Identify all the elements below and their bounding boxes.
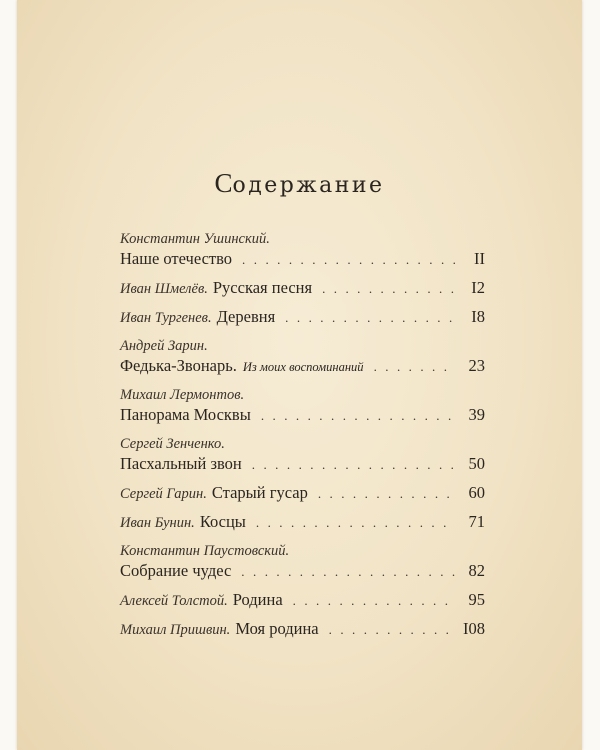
entry-author: Иван Шмелёв. bbox=[120, 281, 208, 297]
entry-author: Сергей Гарин. bbox=[120, 486, 207, 502]
entry-line bbox=[120, 512, 485, 532]
entry-subtitle: Из моих воспоминаний bbox=[242, 360, 364, 374]
toc-entry[interactable] bbox=[120, 385, 485, 425]
dot-leader bbox=[285, 308, 455, 328]
entry-page-number: 60 bbox=[468, 483, 485, 502]
entry-line bbox=[120, 619, 485, 639]
entry-title: Панорама Москвы bbox=[120, 405, 251, 424]
entry-author: Михаил Лермонтов. bbox=[120, 387, 245, 403]
entry-title: Родина bbox=[232, 590, 283, 609]
dot-leader bbox=[252, 455, 455, 475]
entry-page-number: 95 bbox=[468, 590, 485, 609]
entry-author: Андрей Зарин. bbox=[120, 338, 208, 354]
dot-leader bbox=[374, 357, 455, 377]
book-page bbox=[17, 0, 582, 750]
entry-page-number: I2 bbox=[471, 278, 485, 297]
entry-title: Федька-Звонарь. bbox=[120, 356, 237, 375]
entry-title: Косцы bbox=[199, 512, 246, 531]
dot-leader bbox=[329, 620, 455, 640]
entry-title: Пасхальный звон bbox=[120, 454, 242, 473]
entry-line bbox=[120, 561, 485, 581]
entry-page-number: 71 bbox=[468, 512, 485, 531]
dot-leader bbox=[242, 250, 455, 270]
toc-entry[interactable] bbox=[120, 278, 485, 298]
entry-page-number: 23 bbox=[468, 356, 485, 375]
entry-line bbox=[120, 590, 485, 610]
entry-author: Сергей Зенченко. bbox=[120, 436, 225, 452]
page-title bbox=[17, 168, 582, 199]
title-initial: С bbox=[214, 168, 233, 198]
dot-leader bbox=[241, 562, 455, 582]
toc-entry[interactable] bbox=[120, 336, 485, 376]
entry-line bbox=[120, 356, 485, 376]
dot-leader bbox=[256, 513, 455, 533]
toc-entry[interactable] bbox=[120, 541, 485, 581]
entry-author: Константин Ушинский. bbox=[120, 231, 270, 247]
toc-entry[interactable] bbox=[120, 434, 485, 474]
entry-title: Собрание чудес bbox=[120, 561, 232, 580]
entry-page-number: I08 bbox=[463, 619, 485, 638]
entry-page-number: 82 bbox=[468, 561, 485, 580]
entry-author: Иван Тургенев. bbox=[120, 310, 212, 326]
toc-entry[interactable] bbox=[120, 307, 485, 327]
entry-page-number: I8 bbox=[471, 307, 485, 326]
toc-entry[interactable] bbox=[120, 590, 485, 610]
toc-entry[interactable] bbox=[120, 512, 485, 532]
entry-author: Константин Паустовский. bbox=[120, 543, 290, 559]
toc-entry[interactable] bbox=[120, 483, 485, 503]
entry-title: Старый гусар bbox=[211, 483, 308, 502]
entry-line bbox=[120, 483, 485, 503]
entry-title: Деревня bbox=[216, 307, 276, 326]
entry-page-number: II bbox=[474, 249, 485, 268]
toc-entry[interactable] bbox=[120, 229, 485, 269]
dot-leader bbox=[318, 484, 455, 504]
entry-line bbox=[120, 278, 485, 298]
entry-line bbox=[120, 307, 485, 327]
entry-author: Михаил Пришвин. bbox=[120, 622, 231, 638]
dot-leader bbox=[261, 406, 455, 426]
entry-author: Иван Бунин. bbox=[120, 515, 195, 531]
entry-page-number: 39 bbox=[468, 405, 485, 424]
table-of-contents bbox=[120, 229, 485, 648]
entry-title: Русская песня bbox=[212, 278, 313, 297]
entry-line bbox=[120, 405, 485, 425]
dot-leader bbox=[293, 591, 455, 611]
entry-author: Алексей Толстой. bbox=[120, 593, 228, 609]
entry-page-number: 50 bbox=[468, 454, 485, 473]
entry-line bbox=[120, 454, 485, 474]
title-rest: одержание bbox=[232, 173, 385, 198]
dot-leader bbox=[322, 279, 455, 299]
entry-title: Моя родина bbox=[235, 619, 319, 638]
entry-title: Наше отечество bbox=[120, 249, 233, 268]
entry-line bbox=[120, 249, 485, 269]
toc-entry[interactable] bbox=[120, 619, 485, 639]
